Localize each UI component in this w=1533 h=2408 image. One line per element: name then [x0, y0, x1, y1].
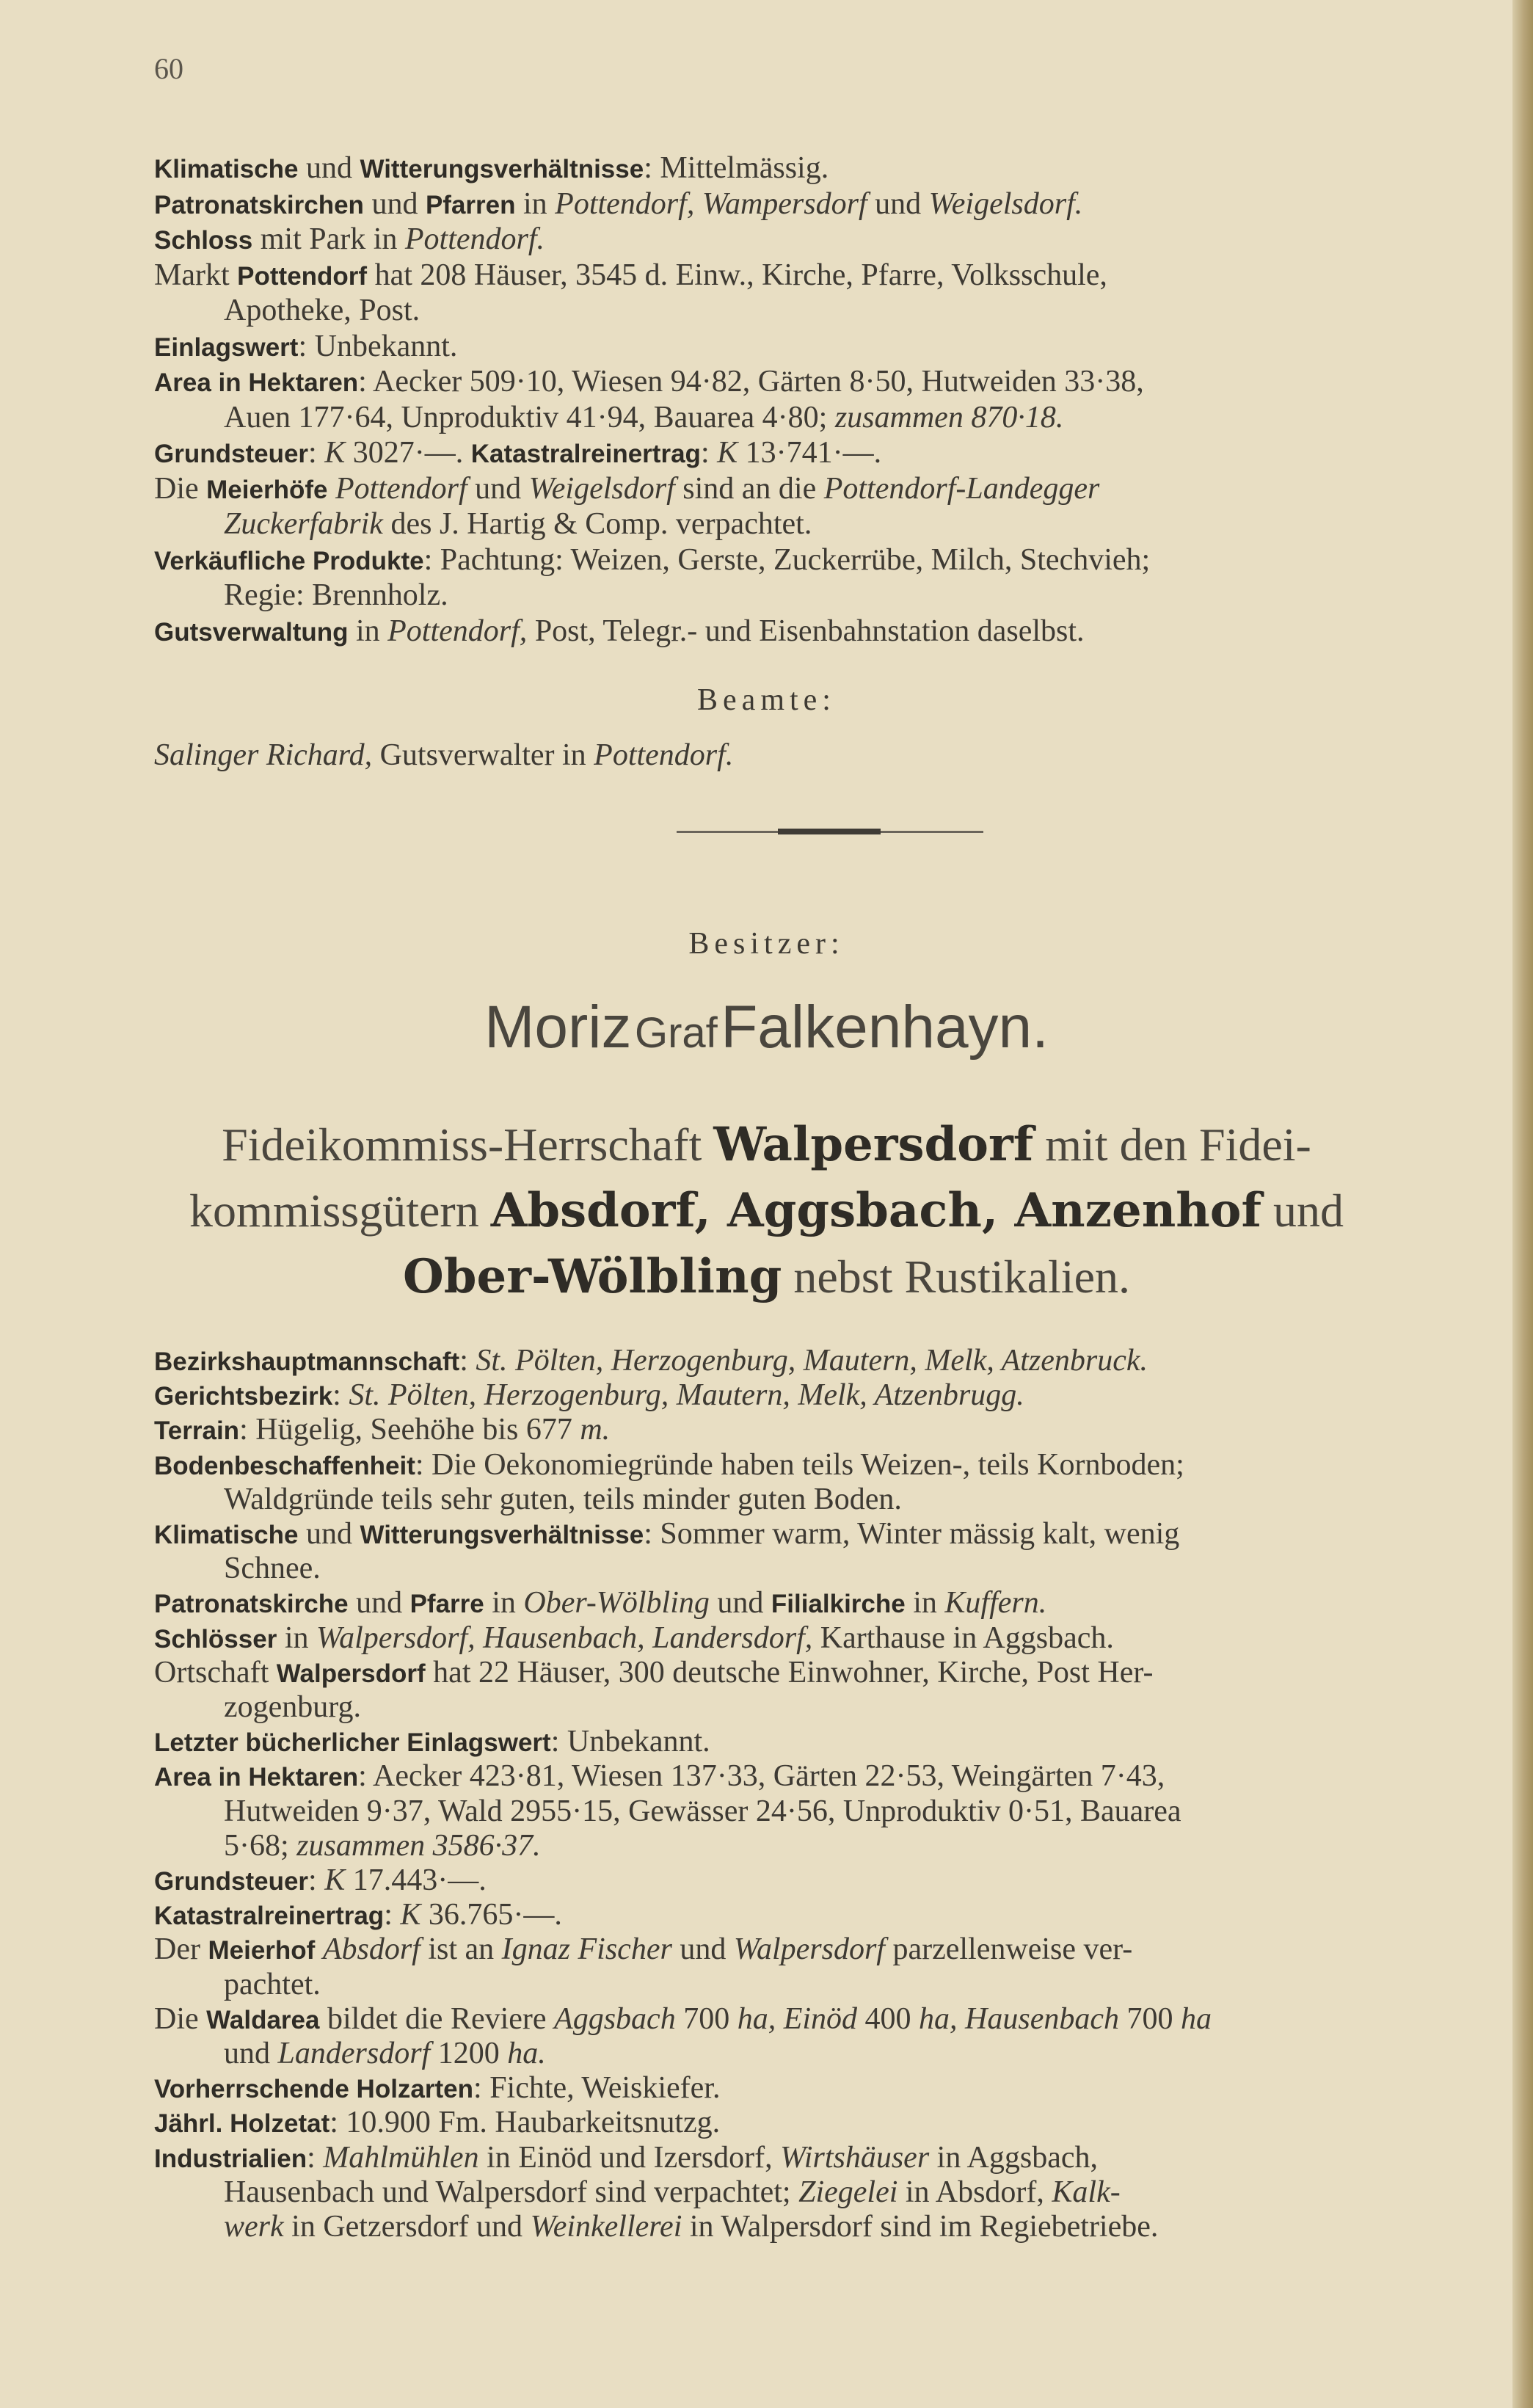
text-run	[315, 1932, 323, 1966]
text-run: Karthause in Aggsbach.	[812, 1621, 1114, 1655]
bold-term: Schlösser	[154, 1624, 277, 1654]
italic-term: Mahlmühlen	[323, 2140, 479, 2175]
text-line	[154, 2105, 1504, 2142]
text-line	[224, 2036, 1504, 2071]
estate-name: Walpersdorf	[713, 1117, 1034, 1172]
bold-term: Katastralreinertrag	[470, 440, 701, 468]
divider-rule-center	[778, 829, 881, 834]
text-run: :	[308, 1863, 325, 1897]
text-line	[154, 1585, 1504, 1622]
italic-term: Pottendorf-Landegger	[823, 471, 1100, 506]
text-line	[224, 578, 1504, 613]
bold-term: Jährl. Holzetat	[154, 2109, 330, 2139]
bold-term: Area in Hektaren	[154, 1763, 359, 1792]
text-run: in	[905, 1586, 945, 1621]
text-run: 700	[675, 2001, 738, 2036]
bold-term: Witterungsverhältnisse	[360, 155, 644, 183]
text-line	[154, 2001, 1504, 2038]
italic-term: ha, Hausenbach	[919, 2001, 1119, 2036]
italic-term: m.	[580, 1413, 611, 1447]
text-run: Markt	[154, 258, 238, 292]
text-run: 1200	[430, 2037, 508, 2070]
italic-term: Ziegelei	[798, 2175, 898, 2209]
text-line	[224, 1794, 1504, 1829]
italic-term: Weinkellerei	[530, 2210, 682, 2244]
bold-term: Patronatskirche	[154, 1590, 349, 1619]
text-run: : Unbekannt.	[298, 329, 458, 363]
text-run: 36.765·—.	[420, 1898, 562, 1932]
italic-term: Ober-Wölbling	[523, 1586, 710, 1621]
text-run: 400	[857, 2001, 920, 2036]
italic-term: zusammen 3586·37.	[296, 1828, 541, 1863]
bold-term: Einlagswert	[154, 332, 299, 362]
italic-term: Pottendorf, Wampersdorf	[555, 186, 867, 221]
text-run: und	[467, 471, 529, 506]
estate-title-line	[0, 1178, 1533, 1244]
text-run: ist an	[420, 1932, 502, 1967]
text-line	[224, 400, 1504, 435]
bold-term: Walpersdorf	[276, 1659, 426, 1688]
text-run: :	[700, 436, 718, 470]
text-run: :	[308, 436, 325, 470]
bold-term: Grundsteuer	[154, 440, 309, 468]
bold-term: Pottendorf	[237, 261, 368, 291]
text-run: 700	[1119, 2001, 1181, 2036]
text-run: : Mittelmässig.	[644, 151, 829, 185]
bold-term: Katastralreinertrag	[154, 1902, 385, 1931]
italic-term: zusammen 870·18.	[834, 400, 1064, 434]
text-run: in Einöd und Izersdorf,	[478, 2140, 781, 2175]
text-run: in	[515, 186, 556, 221]
text-line	[154, 1412, 1504, 1449]
text-run: sind an die	[674, 471, 824, 506]
text-run: mit Park in	[252, 222, 405, 256]
text-line	[154, 1621, 1504, 1657]
text-line	[224, 1482, 1504, 1517]
text-line	[154, 2070, 1504, 2107]
italic-term: K	[717, 436, 738, 470]
text-line	[154, 2140, 1504, 2177]
text-line	[154, 614, 1504, 650]
italic-term: K	[400, 1898, 421, 1932]
text-run: und	[298, 1517, 360, 1551]
text-run: in Walpersdorf sind im Regiebetriebe.	[682, 2210, 1159, 2244]
italic-term: ha, Einöd	[737, 2001, 858, 2036]
text-run: pachtet.	[224, 1967, 321, 2001]
owner-first-name: Moriz	[484, 994, 632, 1061]
owner-heading: Besitzer:	[688, 927, 845, 961]
title-text: kommissgütern	[189, 1185, 491, 1237]
italic-term: Salinger Richard,	[154, 738, 373, 772]
bold-term: Filialkirche	[771, 1590, 906, 1619]
text-run: :	[332, 1378, 349, 1413]
text-line	[154, 329, 1504, 365]
text-run: des J. Hartig & Comp. verpachtet.	[382, 507, 812, 541]
text-run: und	[867, 186, 929, 221]
text-run: : 10.900 Fm. Haubarkeitsnutzg.	[329, 2106, 721, 2140]
title-text: Fideikommiss-Herrschaft	[222, 1118, 714, 1171]
italic-term: Ignaz Fischer	[501, 1932, 672, 1967]
text-run	[327, 472, 335, 506]
text-run: und	[709, 1586, 771, 1621]
estate-title-line	[0, 1112, 1533, 1178]
italic-term: Kuffern.	[944, 1586, 1047, 1621]
bold-term: Patronatskirchen	[154, 190, 364, 219]
text-run: und	[224, 2037, 278, 2070]
text-run: parzellenweise ver-	[884, 1932, 1133, 1967]
text-run: und	[671, 1932, 734, 1967]
beamte-entry	[154, 738, 1504, 773]
text-run: bildet die Reviere	[319, 2001, 555, 2036]
text-run: 5·68;	[224, 1828, 297, 1863]
text-run: 3027·—.	[345, 436, 471, 470]
text-line	[154, 471, 1504, 508]
bold-term: Pfarre	[409, 1590, 484, 1619]
italic-term: Zuckerfabrik	[224, 507, 383, 541]
text-run: : Unbekannt.	[550, 1725, 710, 1759]
text-run: Waldgründe teils sehr guten, teils minder guten Boden.	[224, 1482, 902, 1516]
italic-term: Weigelsdorf	[528, 471, 675, 506]
text-line	[224, 293, 1504, 328]
text-line	[154, 1343, 1504, 1380]
italic-term: Pottendorf.	[404, 222, 545, 256]
bold-term: Klimatische	[154, 1521, 299, 1549]
text-run: Regie: Brennholz.	[224, 578, 448, 612]
text-run: in	[348, 614, 388, 648]
italic-term: K	[324, 436, 346, 470]
text-run: in Getzersdorf und	[283, 2210, 531, 2244]
title-text: mit den Fidei-	[1033, 1118, 1311, 1171]
text-run: in Absdorf,	[897, 2175, 1052, 2209]
title-text: und	[1261, 1185, 1344, 1237]
beamte-heading: Beamte:	[697, 683, 836, 717]
text-line	[224, 1967, 1504, 2002]
text-run: : Fichte, Weiskiefer.	[473, 2071, 721, 2106]
text-line	[154, 1932, 1504, 1968]
owner-name	[0, 987, 1533, 1085]
owner-last-name: Falkenhayn.	[721, 994, 1049, 1061]
bold-term: Waldarea	[206, 2005, 320, 2034]
italic-term: St. Pölten, Herzogenburg, Mautern, Melk, Atzenbrugg.	[349, 1378, 1024, 1413]
text-run: :	[459, 1344, 476, 1378]
bold-term: Meierhof	[208, 1936, 316, 1965]
bold-term: Industrialien	[154, 2144, 307, 2173]
text-line	[154, 1724, 1504, 1761]
text-line	[154, 1447, 1504, 1484]
italic-term: Landersdorf	[277, 2037, 431, 2070]
text-run: hat 22 Häuser, 300 deutsche Einwohner, Kirche, Post Her-	[425, 1655, 1154, 1689]
bold-term: Bezirkshauptmannschaft	[154, 1347, 460, 1376]
italic-term: K	[324, 1863, 346, 1897]
text-run: : Pachtung: Weizen, Gerste, Zuckerrübe, Milch, Stechvieh;	[423, 542, 1151, 577]
text-run: hat 208 Häuser, 3545 d. Einw., Kirche, Pfarre, Volksschule,	[367, 258, 1107, 292]
text-run: :	[307, 2140, 324, 2175]
italic-term: Pottendorf.	[594, 738, 734, 772]
text-line	[154, 258, 1504, 294]
text-line	[154, 1758, 1504, 1795]
italic-term: Walpersdorf	[733, 1932, 885, 1967]
italic-term: Wirtshäuser	[780, 2140, 930, 2175]
text-run: : Hügelig, Seehöhe bis 677	[239, 1413, 580, 1447]
text-line	[154, 1655, 1504, 1692]
text-line	[224, 1828, 1504, 1863]
estate-name: Ober-Wölbling	[403, 1249, 782, 1304]
text-line	[224, 2175, 1504, 2210]
text-run: Apotheke, Post.	[224, 294, 420, 327]
text-line	[154, 1516, 1504, 1553]
italic-term: Weigelsdorf.	[928, 186, 1083, 221]
text-line	[154, 1897, 1504, 1934]
text-line	[154, 222, 1504, 258]
text-run: Gutsverwalter in	[372, 738, 594, 772]
text-run: Die	[154, 471, 207, 506]
text-run: : Aecker 509·10, Wiesen 94·82, Gärten 8·50, Hutweiden 33·38,	[358, 365, 1144, 399]
text-run: :	[384, 1898, 401, 1932]
page-number: 60	[154, 52, 183, 85]
italic-term: Absdorf	[322, 1932, 420, 1967]
bold-term: Meierhöfe	[206, 475, 328, 504]
italic-term: Pottendorf,	[387, 614, 528, 648]
italic-term: ha.	[507, 2037, 546, 2070]
text-run: Die	[154, 2001, 207, 2036]
estate-name: Absdorf, Aggsbach, Anzenhof	[490, 1183, 1261, 1238]
text-run: Post, Telegr.- und Eisenbahnstation daselbst.	[527, 614, 1085, 648]
bold-term: Letzter bücherlicher Einlagswert	[154, 1728, 551, 1758]
italic-term: Aggsbach	[554, 2001, 676, 2036]
text-line	[154, 186, 1504, 223]
bold-term: Area in Hektaren	[154, 368, 359, 397]
text-run: zogenburg.	[224, 1690, 362, 1724]
text-run: : Aecker 423·81, Wiesen 137·33, Gärten 22·53, Weingärten 7·43,	[358, 1759, 1165, 1794]
bold-term: Klimatische	[154, 155, 299, 183]
bold-term: Bodenbeschaffenheit	[154, 1451, 415, 1480]
text-line	[154, 1863, 1504, 1899]
italic-term: ha	[1181, 2001, 1212, 2036]
bold-term: Gutsverwaltung	[154, 617, 349, 647]
text-run: Ortschaft	[154, 1655, 277, 1689]
bold-term: Schloss	[154, 226, 253, 255]
text-run: und	[363, 186, 426, 221]
text-line	[224, 2209, 1504, 2244]
text-line	[154, 435, 1504, 472]
text-run: 13·741·—.	[738, 436, 882, 470]
text-run: Hutweiden 9·37, Wald 2955·15, Gewässer 24·56, Unproduktiv 0·51, Bauarea	[224, 1794, 1181, 1828]
text-run: und	[298, 151, 360, 185]
title-text: nebst Rustikalien.	[782, 1251, 1130, 1303]
text-run: in Aggsbach,	[929, 2140, 1098, 2175]
estate-title-line	[0, 1244, 1533, 1310]
italic-term: Pottendorf	[335, 471, 467, 506]
bold-term: Pfarren	[425, 190, 516, 219]
text-run: Hausenbach und Walpersdorf sind verpachtet;	[224, 2175, 799, 2209]
italic-term: Kalk-	[1052, 2175, 1121, 2209]
text-line	[154, 1378, 1504, 1414]
bold-term: Gerichtsbezirk	[154, 1382, 333, 1411]
text-run: in	[277, 1621, 316, 1655]
italic-term: werk	[224, 2210, 284, 2244]
text-run: Auen 177·64, Unproduktiv 41·94, Bauarea 4·80;	[224, 400, 835, 434]
text-run: in	[484, 1586, 524, 1621]
text-run: Der	[154, 1932, 208, 1967]
text-run: : Sommer warm, Winter mässig kalt, wenig	[644, 1517, 1180, 1551]
italic-term: Walpersdorf, Hausenbach, Landersdorf,	[316, 1621, 813, 1655]
text-run: 17.443·—.	[345, 1863, 487, 1897]
text-line	[224, 1689, 1504, 1725]
text-run: und	[348, 1586, 410, 1621]
bold-term: Terrain	[154, 1416, 240, 1446]
italic-term: St. Pölten, Herzogenburg, Mautern, Melk, Atzenbruck.	[476, 1344, 1148, 1378]
text-line	[224, 1551, 1504, 1586]
text-line	[224, 506, 1504, 542]
text-line	[154, 542, 1504, 579]
owner-title: Graf	[634, 1009, 718, 1057]
bold-term: Grundsteuer	[154, 1867, 309, 1896]
text-run: Schnee.	[224, 1552, 321, 1586]
bold-term: Witterungsverhältnisse	[360, 1521, 644, 1549]
text-line	[154, 150, 1504, 187]
bold-term: Vorherrschende Holzarten	[154, 2075, 474, 2104]
text-line	[154, 364, 1504, 401]
bold-term: Verkäufliche Produkte	[154, 546, 424, 575]
text-run: : Die Oekonomiegründe haben teils Weizen-, teils Kornboden;	[415, 1447, 1184, 1482]
